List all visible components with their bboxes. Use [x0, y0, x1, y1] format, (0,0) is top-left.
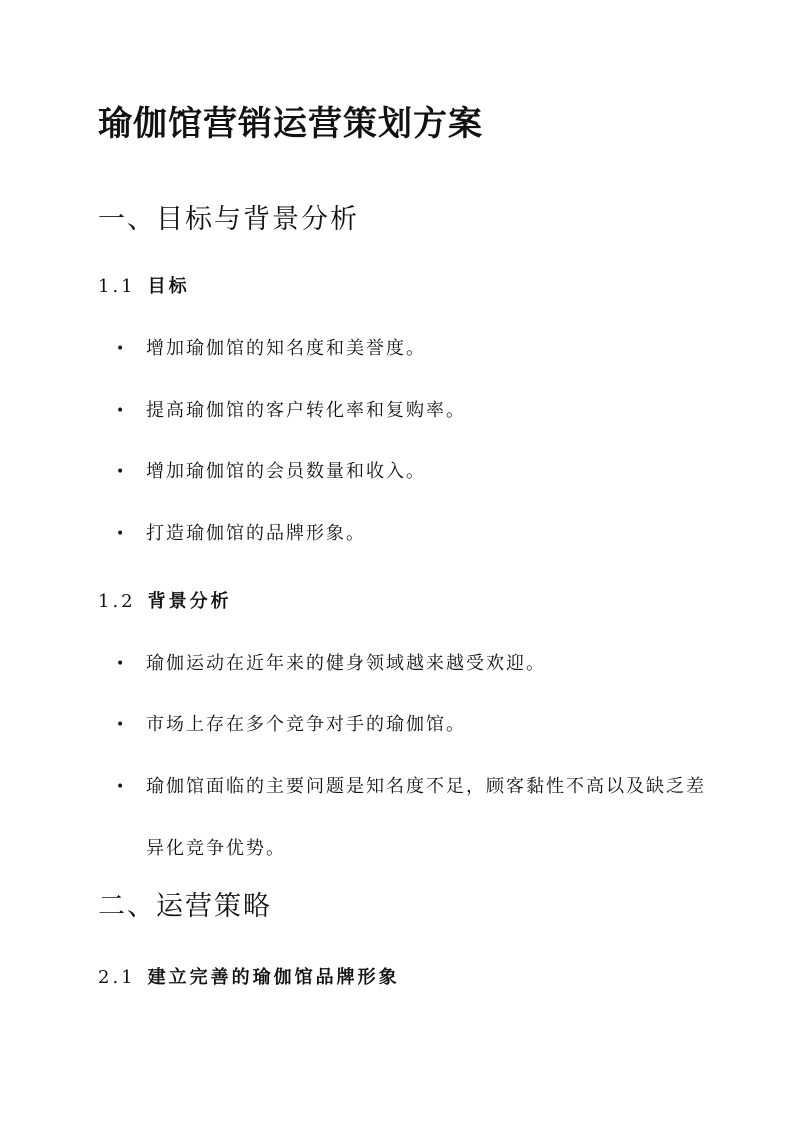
- bullet-icon: •: [116, 717, 127, 733]
- bullet-icon: •: [116, 779, 127, 795]
- bullet-icon: •: [116, 656, 127, 672]
- subsection-number: 1.2: [98, 591, 136, 612]
- list-item: [116, 380, 706, 442]
- section-heading-2: 二、运营策略: [98, 891, 272, 922]
- list-item-text: 提高瑜伽馆的客户转化率和复购率。: [146, 400, 466, 421]
- document-title: 瑜伽馆营销运营策划方案: [98, 104, 483, 144]
- bullet-icon: •: [116, 341, 127, 357]
- list-item-text: 瑜伽运动在近年来的健身领域越来越受欢迎。: [146, 653, 546, 674]
- list-item-text: 市场上存在多个竞争对手的瑜伽馆。: [146, 714, 466, 735]
- subsection-title: 建立完善的瑜伽馆品牌形象: [147, 967, 400, 988]
- bullet-icon: •: [116, 403, 127, 419]
- list-item: [116, 318, 706, 380]
- list-item-text: 增加瑜伽馆的会员数量和收入。: [146, 461, 426, 482]
- subsection-number: 2.1: [98, 967, 136, 988]
- list-item-text: 瑜伽馆面临的主要问题是知名度不足，顾客黏性不高以及缺乏差异化竞争优势。: [146, 776, 706, 859]
- list-item: [116, 756, 706, 880]
- subsection-heading-1-2: [98, 587, 232, 613]
- bullet-icon: •: [116, 464, 127, 480]
- list-item-text: 增加瑜伽馆的知名度和美誉度。: [146, 338, 426, 359]
- list-item: [116, 503, 706, 565]
- subsection-heading-1-1: [98, 272, 190, 298]
- subsection-heading-2-1: [98, 963, 400, 989]
- list-item: [116, 694, 706, 756]
- bullet-icon: •: [116, 526, 127, 542]
- subsection-number: 1.1: [98, 276, 136, 297]
- list-item: [116, 633, 706, 695]
- section-heading-1: 一、目标与背景分析: [98, 204, 359, 235]
- subsection-title: 背景分析: [147, 591, 232, 612]
- list-item: [116, 441, 706, 503]
- subsection-title: 目标: [147, 276, 190, 297]
- list-item-text: 打造瑜伽馆的品牌形象。: [146, 523, 366, 544]
